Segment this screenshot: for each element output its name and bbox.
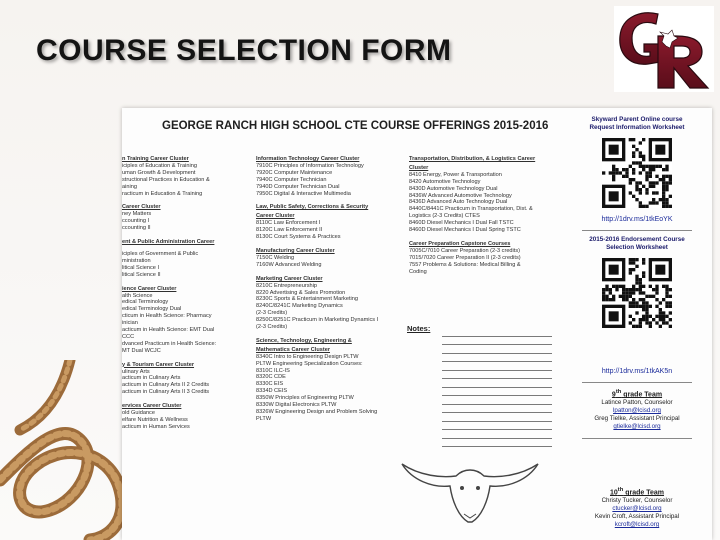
course-item: 8130C Court Systems & Practices (256, 234, 341, 241)
course-item: 8436W Advanced Automotive Technology (409, 192, 512, 199)
cluster-heading: ent & Public Administration Career (122, 239, 215, 246)
course-item: MT Dual WCJC (122, 347, 161, 354)
cluster-heading: Law, Public Safety, Corrections & Security (256, 204, 369, 211)
course-item: 8310C ILC-IS (256, 367, 290, 374)
course-item: ministration (122, 257, 151, 264)
spacer (122, 355, 240, 360)
course-item: 8230C Sports & Entertainment Marketing (256, 296, 358, 303)
cluster-heading: Career Preparation Capstone Courses (409, 240, 511, 247)
cluster-heading: Information Technology Career Cluster (256, 156, 360, 162)
grade-number: 10 (609, 489, 618, 497)
spacer (256, 269, 396, 274)
course-item: 8220 Advertising & Sales Promotion (256, 289, 346, 296)
course-item: 8110C Law Enforcement I (256, 220, 321, 227)
course-item: 8430D Automotive Technology Dual (409, 185, 498, 192)
course-item: 8334D CEIS (256, 388, 288, 395)
course-item: 8350W Principles of Engineering PLTW (256, 395, 354, 402)
course-item: dvanced Practicum in Health Science: (122, 340, 217, 347)
divider (582, 438, 692, 439)
course-item: Logistics (2-3 Credits) CTES (409, 213, 480, 220)
skyward-worksheet-link[interactable]: http://1drv.ms/1tkEoYK (601, 216, 673, 223)
document-title: GEORGE RANCH HIGH SCHOOL CTE COURSE OFFERINGS 2015-2016 (162, 120, 549, 132)
divider (582, 230, 692, 231)
course-item: 8440C/8441C Practicum in Transportation, Dist. & (409, 206, 533, 213)
course-item: 8250C/8251C Practicum in Marketing Dynamics I (256, 317, 379, 324)
course-item: (2-3 Credits) (256, 324, 288, 331)
cluster-heading: Cluster (409, 164, 429, 171)
cluster-heading: Career Cluster (256, 213, 295, 220)
course-item: 7160W Advanced Welding (256, 261, 322, 268)
course-item: 7920C Computer Maintenance (256, 169, 333, 176)
course-column-left (122, 154, 240, 431)
tenth-counselor: Christy Tucker, Counselor (601, 497, 673, 505)
qr-code-icon (602, 138, 672, 208)
slide-title: COURSE SELECTION FORM (36, 34, 452, 67)
course-item: 8330C EIS (256, 381, 284, 388)
ninth-counselor: Latince Patton, Counselor (601, 399, 673, 407)
grade-word: grade Team (621, 391, 663, 399)
grade-suffix: th (617, 487, 624, 493)
course-item: ccounting II (122, 225, 151, 232)
course-item: litical Science II (122, 271, 161, 278)
endorsement-worksheet-title (562, 236, 712, 252)
course-item: acticum in Culinary Arts II 3 Credits (122, 389, 210, 396)
cluster-heading: Career Cluster (122, 204, 161, 211)
course-item: iciples of Education & Training (122, 162, 197, 169)
longhorn-icon (400, 454, 540, 524)
cluster-heading: Manufacturing Career Cluster (256, 247, 335, 254)
course-column-middle (256, 154, 396, 423)
course-item: litical Science I (122, 264, 159, 271)
course-item: ulinary Arts (122, 368, 150, 375)
course-item: iciples of Government & Public (122, 250, 199, 257)
course-item: old Guidance (122, 410, 155, 417)
course-item: 8320C CDE (256, 374, 286, 381)
course-item: CCC (122, 333, 135, 340)
course-item: uman Growth & Development (122, 169, 196, 176)
skyward-worksheet-title (562, 116, 712, 132)
course-item: 8436D Advanced Auto Technology Dual (409, 199, 508, 206)
divider (582, 382, 692, 383)
course-item: 7557 Problems & Solutions: Medical Billing & (409, 261, 521, 268)
right-info-column (562, 108, 712, 540)
course-item: 8240C/8241C Marketing Dynamics (256, 303, 343, 310)
cluster-heading: Mathematics Career Cluster (256, 346, 330, 353)
course-item: 7950C Digital & Interactive Multimedia (256, 190, 351, 197)
course-item: 8340C Intro to Engineering Design PLTW (256, 353, 359, 360)
cluster-heading: Science, Technology, Engineering & (256, 337, 352, 344)
tenth-grade-team (562, 486, 712, 529)
school-logo (614, 6, 714, 92)
spacer (122, 197, 240, 202)
course-item: 7940C Computer Technician (256, 176, 327, 183)
ninth-grade-heading (562, 388, 712, 399)
tenth-counselor-email[interactable]: ctucker@lcisd.org (612, 505, 662, 513)
course-item: cticum in Health Science: Pharmacy (122, 313, 212, 320)
course-item: inician (122, 320, 138, 327)
grade-suffix: th (615, 389, 622, 395)
cluster-heading: Transportation, Distribution, & Logistics Career (409, 156, 536, 162)
cluster-heading: n Training Career Cluster (122, 156, 189, 162)
tenth-grade-heading (562, 486, 712, 497)
ninth-assistant-principal: Greg Tielke, Assistant Principal (594, 415, 680, 423)
course-item: 8330W Digital Electronics PLTW (256, 402, 337, 409)
course-item: acticum in Culinary Arts II 2 Credits (122, 382, 210, 389)
course-item: 7150C Welding (256, 254, 295, 261)
ninth-counselor-email[interactable]: lpatton@lcisd.org (613, 407, 661, 415)
course-item: aining (122, 183, 137, 190)
spacer (256, 241, 396, 246)
course-offerings-document (122, 108, 712, 540)
cluster-heading: Marketing Career Cluster (256, 275, 323, 282)
skyward-title-line1: Skyward Parent Online course (591, 116, 683, 123)
endorsement-title-line2: Selection Worksheet (606, 244, 668, 251)
course-item: acticum in Human Services (122, 423, 190, 430)
course-item: 8210C Entrepreneurship (256, 282, 317, 289)
course-item: (2-3 Credits) (256, 310, 288, 317)
course-column-right (409, 154, 559, 276)
course-item: PLTW Engineering Specialization Courses: (256, 360, 363, 367)
course-item: racticum in Education & Training (122, 190, 203, 197)
course-item: ney Matters (122, 211, 152, 218)
grade-number: 9 (611, 391, 616, 399)
spacer (122, 232, 240, 237)
course-item: 8460D Diesel Mechanics I Dual Spring TSTC (409, 227, 521, 234)
ninth-ap-email[interactable]: gtielke@lcisd.org (613, 423, 661, 431)
spacer (409, 234, 559, 239)
course-item: acticum in Culinary Arts (122, 375, 181, 382)
course-item: PLTW (256, 415, 272, 422)
spacer (122, 279, 240, 284)
grade-word: grade Team (623, 489, 665, 497)
qr-code-icon (602, 258, 672, 328)
course-item: 8326W Engineering Design and Problem Solving (256, 409, 378, 415)
tenth-assistant-principal: Kevin Croft, Assistant Principal (594, 513, 680, 521)
cluster-heading: ervices Career Cluster (122, 403, 182, 410)
cluster-heading: ience Career Cluster (122, 285, 177, 292)
spacer (256, 197, 396, 202)
notes-label: Notes: (407, 324, 431, 333)
tenth-ap-email[interactable]: kcroft@lcisd.org (614, 521, 660, 529)
course-item: edical Terminology Dual (122, 306, 182, 313)
course-item: alth Science (122, 292, 153, 299)
course-item: 7015/7020 Career Preparation II (2-3 credits) (409, 254, 521, 261)
course-item: structional Practices in Education & (122, 176, 210, 183)
course-item: elfare Nutrition & Wellness (122, 417, 188, 423)
course-item: 7910C Principles of Information Technology (256, 162, 364, 169)
ninth-grade-team (562, 388, 712, 431)
course-item: 8460D Diesel Mechanics I Dual Fall TSTC (409, 220, 514, 227)
course-item: ccounting I (122, 218, 150, 225)
course-item: acticum in Health Science: EMT Dual (122, 327, 215, 334)
course-item: edical Terminology (122, 299, 169, 306)
course-item: 7940D Computer Technician Dual (256, 183, 340, 190)
endorsement-worksheet-link[interactable]: http://1drv.ms/1tkAK5n (601, 368, 673, 375)
spacer (122, 396, 240, 401)
course-item: 7005C/7010 Career Preparation (2-3 credits) (409, 247, 521, 254)
spacer (256, 331, 396, 336)
cluster-heading: y & Tourism Career Cluster (122, 361, 195, 368)
course-item: 8410 Energy, Power & Transportation (409, 171, 502, 178)
endorsement-title-line1: 2015-2016 Endorsement Course (589, 236, 685, 243)
notes-lines (442, 328, 552, 447)
skyward-title-line2: Request Information Worksheet (589, 124, 685, 131)
course-item: Coding (409, 268, 427, 275)
course-item: 8420 Automotive Technology (409, 178, 481, 185)
course-item: 8120C Law Enforcement II (256, 227, 323, 234)
